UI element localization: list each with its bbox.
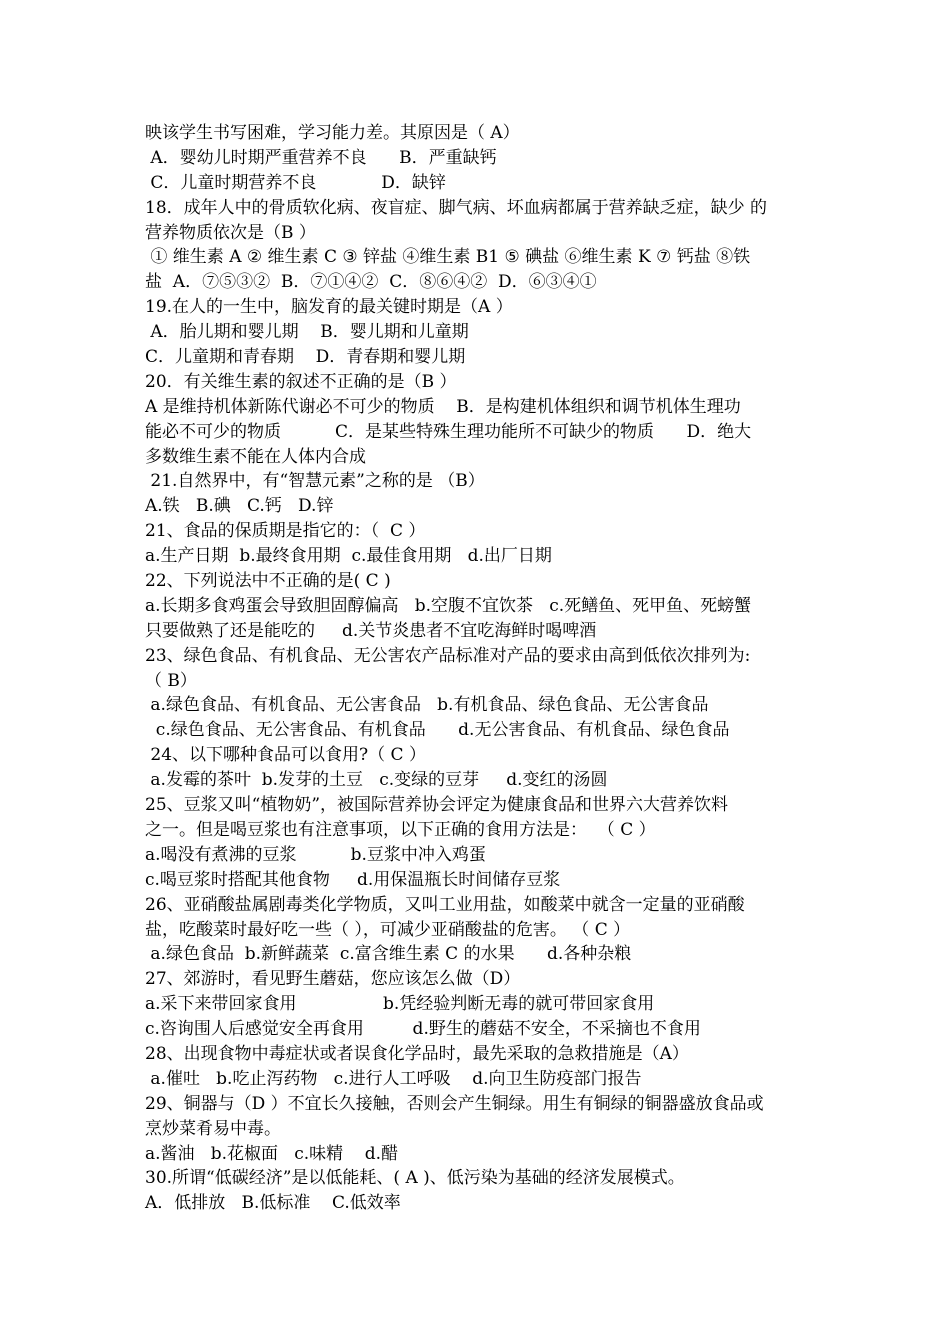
text-line: a.生产日期 b.最终食用期 c.最佳食用期 d.出厂日期 [145,546,552,567]
text-line: 18．成年人中的骨质软化病、夜盲症、脚气病、坏血病都属于营养缺乏症，缺少 的 [145,197,768,218]
text-line: 22、下列说法中不正确的是( C ) [145,571,391,592]
text-line: 24、以下哪种食品可以食用?（ C ） [145,745,426,766]
text-line: C．儿童期和青春期 D．青春期和婴儿期 [145,347,466,368]
text-line: （ B） [145,670,197,691]
text-line: A.铁 B.碘 C.钙 D.锌 [145,496,334,517]
text-line: 营养物质依次是（B ） [145,222,316,243]
text-line: 21.自然界中，有“智慧元素”之称的是 （B） [145,471,485,492]
text-line: c.绿色食品、无公害食品、有机食品 d.无公害食品、有机食品、绿色食品 [145,720,730,741]
text-line: a.酱油 b.花椒面 c.味精 d.醋 [145,1143,399,1164]
text-line: A 是维持机体新陈代谢必不可少的物质 B．是构建机体组织和调节机体生理功 [145,396,741,417]
document-page [145,121,815,1216]
text-line: 26、亚硝酸盐属剧毒类化学物质，又叫工业用盐，如酸菜中就含一定量的亚硝酸 [145,894,745,915]
text-line: 23、绿色食品、有机食品、无公害农产品标准对产品的要求由高到低依次排列为: [145,645,751,666]
text-line: 28、出现食物中毒症状或者误食化学品时，最先采取的急救措施是（A） [145,1043,689,1064]
text-line: 盐 A．⑦⑤③② B．⑦①④② C．⑧⑥④② D．⑥③④① [145,272,597,293]
text-line: 20．有关维生素的叙述不正确的是（B ） [145,371,457,392]
text-line: 之一。但是喝豆浆也有注意事项，以下正确的食用方法是： （ C ） [145,819,656,840]
text-line: 25、豆浆又叫“植物奶”，被国际营养协会评定为健康食品和世界六大营养饮料 [145,795,729,816]
text-line: 29、铜器与（D ）不宜长久接触，否则会产生铜绿。用生有铜绿的铜器盛放食品或 [145,1093,764,1114]
text-line: A．胎儿期和婴儿期 B．婴儿期和儿童期 [145,322,469,343]
text-line: a.发霉的茶叶 b.发芽的土豆 c.变绿的豆芽 d.变红的汤圆 [145,770,608,791]
text-line: A．低排放 B.低标准 C.低效率 [145,1193,401,1214]
text-line: a.催吐 b.吃止泻药物 c.进行人工呼吸 d.向卫生防疫部门报告 [145,1068,642,1089]
text-line: ① 维生素 A ② 维生素 C ③ 锌盐 ④维生素 B1 ⑤ 碘盐 ⑥维生素 K ⑦ 钙盐 ⑧铁 [145,247,751,268]
text-line: a.喝没有煮沸的豆浆 b.豆浆中冲入鸡蛋 [145,844,486,865]
text-line: 27、郊游时，看见野生蘑菇，您应该怎么做（D） [145,969,521,990]
text-line: c.喝豆浆时搭配其他食物 d.用保温瓶长时间储存豆浆 [145,869,561,890]
text-line: a.采下来带回家食用 b.凭经验判断无毒的就可带回家食用 [145,994,655,1015]
text-line: 盐，吃酸菜时最好吃一些（ ），可减少亚硝酸盐的危害。 （ C ） [145,919,631,940]
text-line: A．婴幼儿时期严重营养不良 B．严重缺钙 [145,147,497,168]
text-line: 21、食品的保质期是指它的：（ C ） [145,521,426,542]
text-line: a.绿色食品 b.新鲜蔬菜 c.富含维生素 C 的水果 d.各种杂粮 [145,944,632,965]
text-line: 19.在人的一生中，脑发育的最关键时期是（A ） [145,297,513,318]
text-line: 只要做熟了还是能吃的 d.关节炎患者不宜吃海鲜时喝啤酒 [145,620,597,641]
text-line: 映该学生书写困难，学习能力差。其原因是（ A） [145,123,520,143]
text-line: a.长期多食鸡蛋会导致胆固醇偏高 b.空腹不宜饮茶 c.死鳝鱼、死甲鱼、死螃蟹 [145,595,752,616]
text-line: 烹炒菜肴易中毒。 [145,1118,281,1139]
text-line: c.咨询围人后感觉安全再食用 d.野生的蘑菇不安全，不采摘也不食用 [145,1019,701,1040]
text-line: a.绿色食品、有机食品、无公害食品 b.有机食品、绿色食品、无公害食品 [145,695,709,716]
text-line: 30.所谓“低碳经济”是以低能耗、( A )、低污染为基础的经济发展模式。 [145,1168,685,1189]
text-line: C．儿童时期营养不良 D．缺锌 [145,172,446,193]
text-line: 能必不可少的物质 C．是某些特殊生理功能所不可缺少的物质 D．绝大 [145,421,752,442]
text-line: 多数维生素不能在人体内合成 [145,446,366,467]
